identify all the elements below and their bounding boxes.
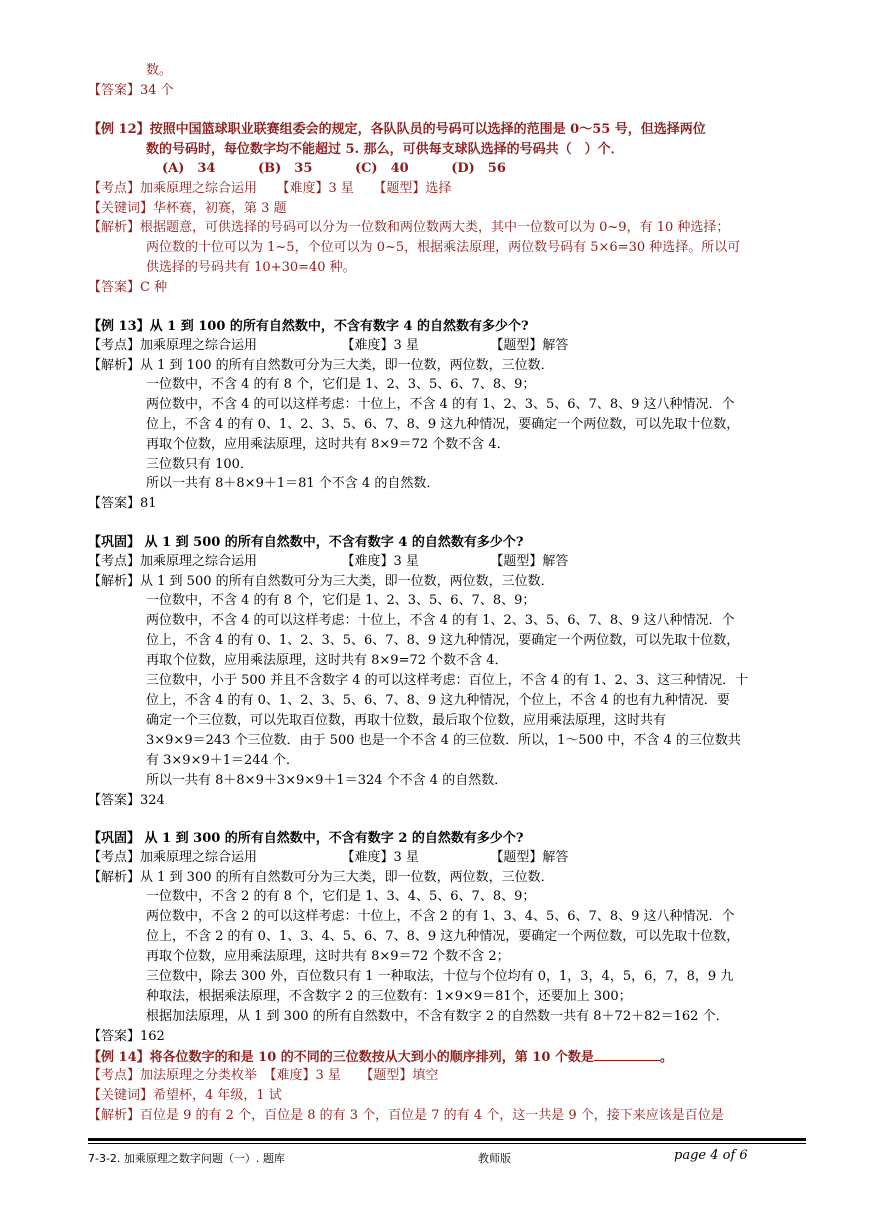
text-line: 【关键词】华杯赛，初赛，第 3 题 bbox=[88, 201, 287, 216]
text-line: 数的号码时，每位数字均不能超过 5. 那么，可供每支球队选择的号码共（ ）个． bbox=[146, 142, 624, 157]
text-line: 【解析】从 1 到 100 的所有自然数可分为三大类，即一位数，两位数，三位数． bbox=[88, 358, 554, 373]
text-line: 位上，不含 4 的有 0、1、2、3、5、6、7、8、9 这九种情况，要确定一个两位数，可以先取十位数， bbox=[146, 633, 740, 648]
text-line: 【巩固】 从 1 到 300 的所有自然数中，不含有数字 2 的自然数有多少个? bbox=[88, 831, 524, 846]
option-d: (D) 56 bbox=[451, 161, 506, 176]
text-line: 【考点】加乘原理之综合运用 【难度】3 星 【题型】选择 bbox=[88, 181, 452, 196]
text-line: 种取法，根据乘法原理，不含数字 2 的三位数有：1×9×9＝81个，还要加上 300； bbox=[146, 989, 632, 1004]
text-line: 一位数中，不含 4 的有 8 个，它们是 1、2、3、5、6、7、8、9； bbox=[146, 593, 536, 608]
text-line: 【答案】162 bbox=[88, 1029, 165, 1044]
text-line: 两位数中，不含 4 的可以这样考虑：十位上，不含 4 的有 1、2、3、5、6、7、8、9 这八种情况．个 bbox=[146, 397, 735, 412]
text-line: 【答案】34 个 bbox=[88, 83, 174, 98]
ex12-options bbox=[162, 159, 544, 178]
text-line: 所以一共有 8＋8×9＋3×9×9＋1＝324 个不含 4 的自然数． bbox=[146, 773, 508, 788]
footer-edition: 教师版 bbox=[478, 1152, 511, 1165]
text-line: 【考点】加乘原理之综合运用 【难度】3 星 【题型】解答 bbox=[88, 338, 569, 353]
ex14-question-text: 【例 14】将各位数字的和是 10 的不同的三位数按从大到小的顺序排列，第 10 个数是 bbox=[88, 1050, 594, 1065]
text-line: 【关键词】希望杯，4 年级，1 试 bbox=[88, 1088, 282, 1103]
text-line: 有 3×9×9＋1＝244 个． bbox=[146, 753, 299, 768]
text-line: 再取个位数，应用乘法原理，这时共有 8×9=72 个数不含 4． bbox=[146, 653, 508, 668]
text-line: 两位数中，不含 4 的可以这样考虑：十位上，不含 4 的有 1、2、3、5、6、7、8、9 这八种情况．个 bbox=[146, 613, 735, 628]
footer-page-number: page 4 of 6 bbox=[674, 1148, 748, 1163]
text-line: 【例 12】按照中国篮球职业联赛组委会的规定，各队队员的号码可以选择的范围是 0～55 号，但选择两位 bbox=[88, 122, 706, 137]
text-line: 位上，不含 2 的有 0、1、3、4、5、6、7、8、9 这九种情况，要确定一个两位数，可以先取十位数， bbox=[146, 929, 740, 944]
text-line: 确定一个三位数，可以先取百位数，再取十位数，最后取个位数，应用乘法原理，这时共有 bbox=[146, 713, 667, 728]
text-line: 三位数中，小于 500 并且不含数字 4 的可以这样考虑：百位上，不含 4 的有 1、2、3、这三种情况．十 bbox=[146, 673, 749, 688]
text-line: 数。 bbox=[146, 63, 173, 78]
option-c: (C) 40 bbox=[354, 161, 409, 176]
text-line: 【答案】C 种 bbox=[88, 280, 168, 295]
text-line: 两位数中，不含 2 的可以这样考虑：十位上，不含 2 的有 1、3、4、5、6、7、8、9 这八种情况．个 bbox=[146, 909, 735, 924]
text-line: 三位数只有 100． bbox=[146, 457, 253, 472]
option-b: (B) 35 bbox=[258, 161, 313, 176]
text-line: 供选择的号码共有 10+30=40 种。 bbox=[146, 260, 356, 275]
text-line: 【答案】81 bbox=[88, 496, 157, 511]
text-line: 【考点】加乘原理之综合运用 【难度】3 星 【题型】解答 bbox=[88, 850, 569, 865]
text-line: 【巩固】 从 1 到 500 的所有自然数中，不含有数字 4 的自然数有多少个? bbox=[88, 535, 524, 550]
text-line: 一位数中，不含 4 的有 8 个，它们是 1、2、3、5、6、7、8、9； bbox=[146, 377, 536, 392]
text-line: 两位数的十位可以为 1~5，个位可以为 0~5，根据乘法原理，两位数号码有 5×6=30 种选择。所以可 bbox=[146, 240, 741, 255]
footer-rule-thick bbox=[88, 1138, 806, 1141]
text-line: 一位数中，不含 2 的有 8 个，它们是 1、3、4、5、6、7、8、9； bbox=[146, 889, 536, 904]
text-line: 三位数中，除去 300 外，百位数只有 1 一种取法，十位与个位均有 0，1，3，4，5，6，7，8，9 九 bbox=[146, 969, 734, 984]
text-line: 【答案】324 bbox=[88, 793, 165, 808]
text-line: 【解析】从 1 到 300 的所有自然数可分为三大类，即一位数，两位数，三位数． bbox=[88, 870, 554, 885]
text-line: 再取个位数，应用乘法原理，这时共有 8×9＝72 个数不含 4． bbox=[146, 437, 510, 452]
text-line: 【考点】加法原理之分类枚举 【难度】3 星 【题型】填空 bbox=[88, 1068, 439, 1083]
text-line: 【解析】从 1 到 500 的所有自然数可分为三大类，即一位数，两位数，三位数． bbox=[88, 574, 554, 589]
text-line: 所以一共有 8＋8×9＋1＝81 个不含 4 的自然数． bbox=[146, 476, 440, 491]
text-line: 位上，不含 4 的有 0、1、2、3、5、6、7、8、9 这九种情况，要确定一个两位数，可以先取十位数， bbox=[146, 417, 740, 432]
text-line: 【例 13】从 1 到 100 的所有自然数中，不含有数字 4 的自然数有多少个? bbox=[88, 319, 529, 334]
text-line: 再取个位数，应用乘法原理，这时共有 8×9＝72 个数不含 2； bbox=[146, 949, 510, 964]
ex14-question-end: 。 bbox=[659, 1050, 673, 1065]
footer-rule-thin bbox=[88, 1143, 806, 1144]
text-line: 3×9×9＝243 个三位数．由于 500 也是一个不含 4 的三位数．所以，1～500 中，不含 4 的三位数共 bbox=[146, 733, 741, 748]
text-line: 【考点】加乘原理之综合运用 【难度】3 星 【题型】解答 bbox=[88, 554, 569, 569]
text-line: 【解析】根据题意，可供选择的号码可以分为一位数和两位数两大类，其中一位数可以为 0~9，有 10 种选择； bbox=[88, 220, 730, 235]
answer-blank bbox=[594, 1046, 660, 1061]
footer-doc-title: 7-3-2. 加乘原理之数字问题（一）. 题库 bbox=[88, 1152, 285, 1165]
text-line: 位上，不含 4 的有 0、1、2、3、5、6、7、8、9 这九种情况，个位上，不含 4 的也有九种情况．要 bbox=[146, 693, 730, 708]
text-line: 【解析】百位是 9 的有 2 个，百位是 8 的有 3 个，百位是 7 的有 4 个，这一共是 9 个，接下来应该是百位是 bbox=[88, 1108, 724, 1123]
option-a: (A) 34 bbox=[162, 161, 216, 176]
text-line: 根据加法原理，从 1 到 300 的所有自然数中，不含有数字 2 的自然数一共有 8＋72＋82＝162 个． bbox=[146, 1009, 729, 1024]
ex14-question bbox=[88, 1046, 673, 1067]
